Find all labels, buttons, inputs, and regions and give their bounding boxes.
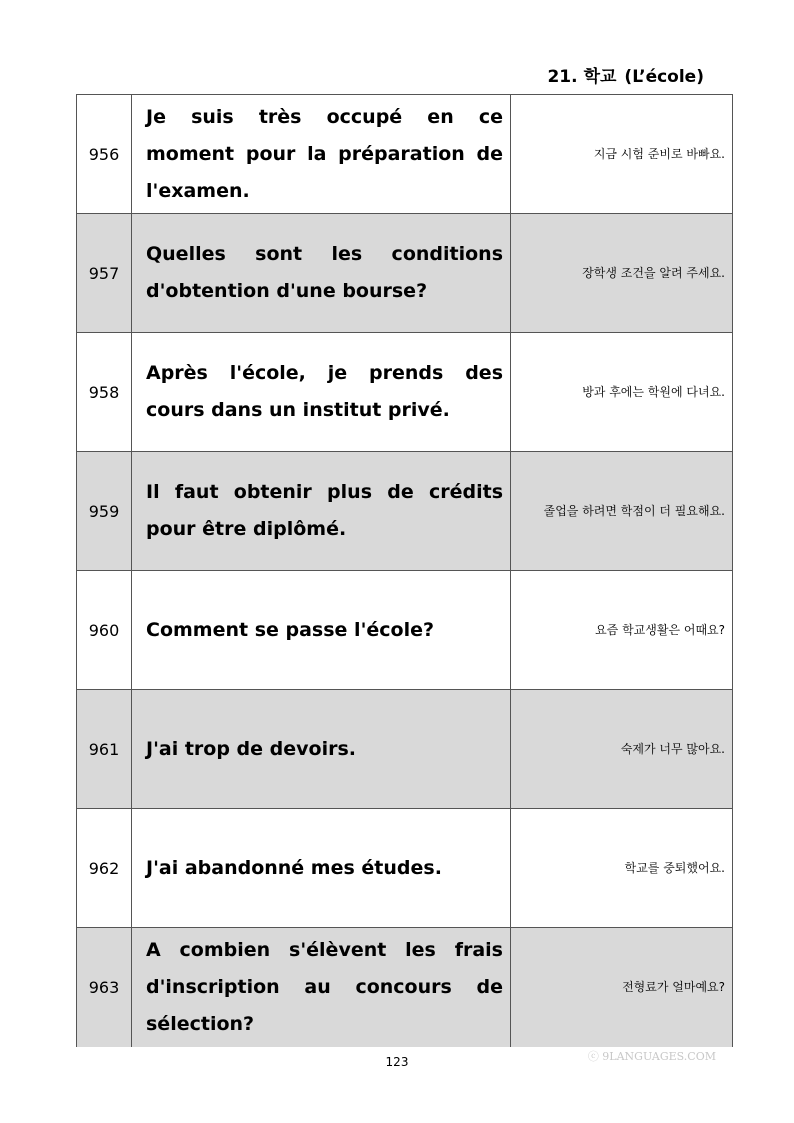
french-phrase: Quelles sont les conditions d'obtention d'une bourse? (132, 214, 511, 333)
korean-phrase: 요즘 학교생활은 어때요? (511, 571, 733, 690)
table-row (77, 571, 733, 690)
table-row (77, 214, 733, 333)
phrase-table (76, 94, 733, 1047)
table-row (77, 690, 733, 809)
korean-phrase: 장학생 조건을 알려 주세요. (511, 214, 733, 333)
section-title-korean: 학교 (583, 67, 617, 87)
phrase-number: 956 (77, 95, 132, 214)
phrase-number: 961 (77, 690, 132, 809)
page-number: 123 (385, 1055, 409, 1069)
french-phrase: Après l'école, je prends des cours dans un institut privé. (132, 333, 511, 452)
korean-phrase: 전형료가 얼마예요? (511, 928, 733, 1047)
table-row (77, 809, 733, 928)
section-number: 21. (547, 67, 578, 87)
copyright-watermark: ⓒ 9LANGUAGES.COM (587, 1050, 716, 1063)
korean-phrase: 학교를 중퇴했어요. (511, 809, 733, 928)
table-row (77, 452, 733, 571)
french-phrase: Je suis très occupé en ce moment pour la préparation de l'examen. (132, 95, 511, 214)
korean-phrase: 숙제가 너무 많아요. (511, 690, 733, 809)
korean-phrase: 지금 시험 준비로 바빠요. (511, 95, 733, 214)
french-phrase: Il faut obtenir plus de crédits pour être diplômé. (132, 452, 511, 571)
section-title-french: (L’école) (624, 67, 704, 87)
phrase-number: 959 (77, 452, 132, 571)
section-title (547, 62, 704, 87)
korean-phrase: 방과 후에는 학원에 다녀요. (511, 333, 733, 452)
french-phrase: A combien s'élèvent les frais d'inscription au concours de sélection? (132, 928, 511, 1047)
korean-phrase: 졸업을 하려면 학점이 더 필요해요. (511, 452, 733, 571)
phrase-number: 960 (77, 571, 132, 690)
table-row (77, 95, 733, 214)
french-phrase: Comment se passe l'école? (132, 571, 511, 690)
phrase-number: 963 (77, 928, 132, 1047)
phrase-number: 957 (77, 214, 132, 333)
french-phrase: J'ai abandonné mes études. (132, 809, 511, 928)
table-row (77, 928, 733, 1047)
phrase-number: 958 (77, 333, 132, 452)
phrase-number: 962 (77, 809, 132, 928)
french-phrase: J'ai trop de devoirs. (132, 690, 511, 809)
table-row (77, 333, 733, 452)
